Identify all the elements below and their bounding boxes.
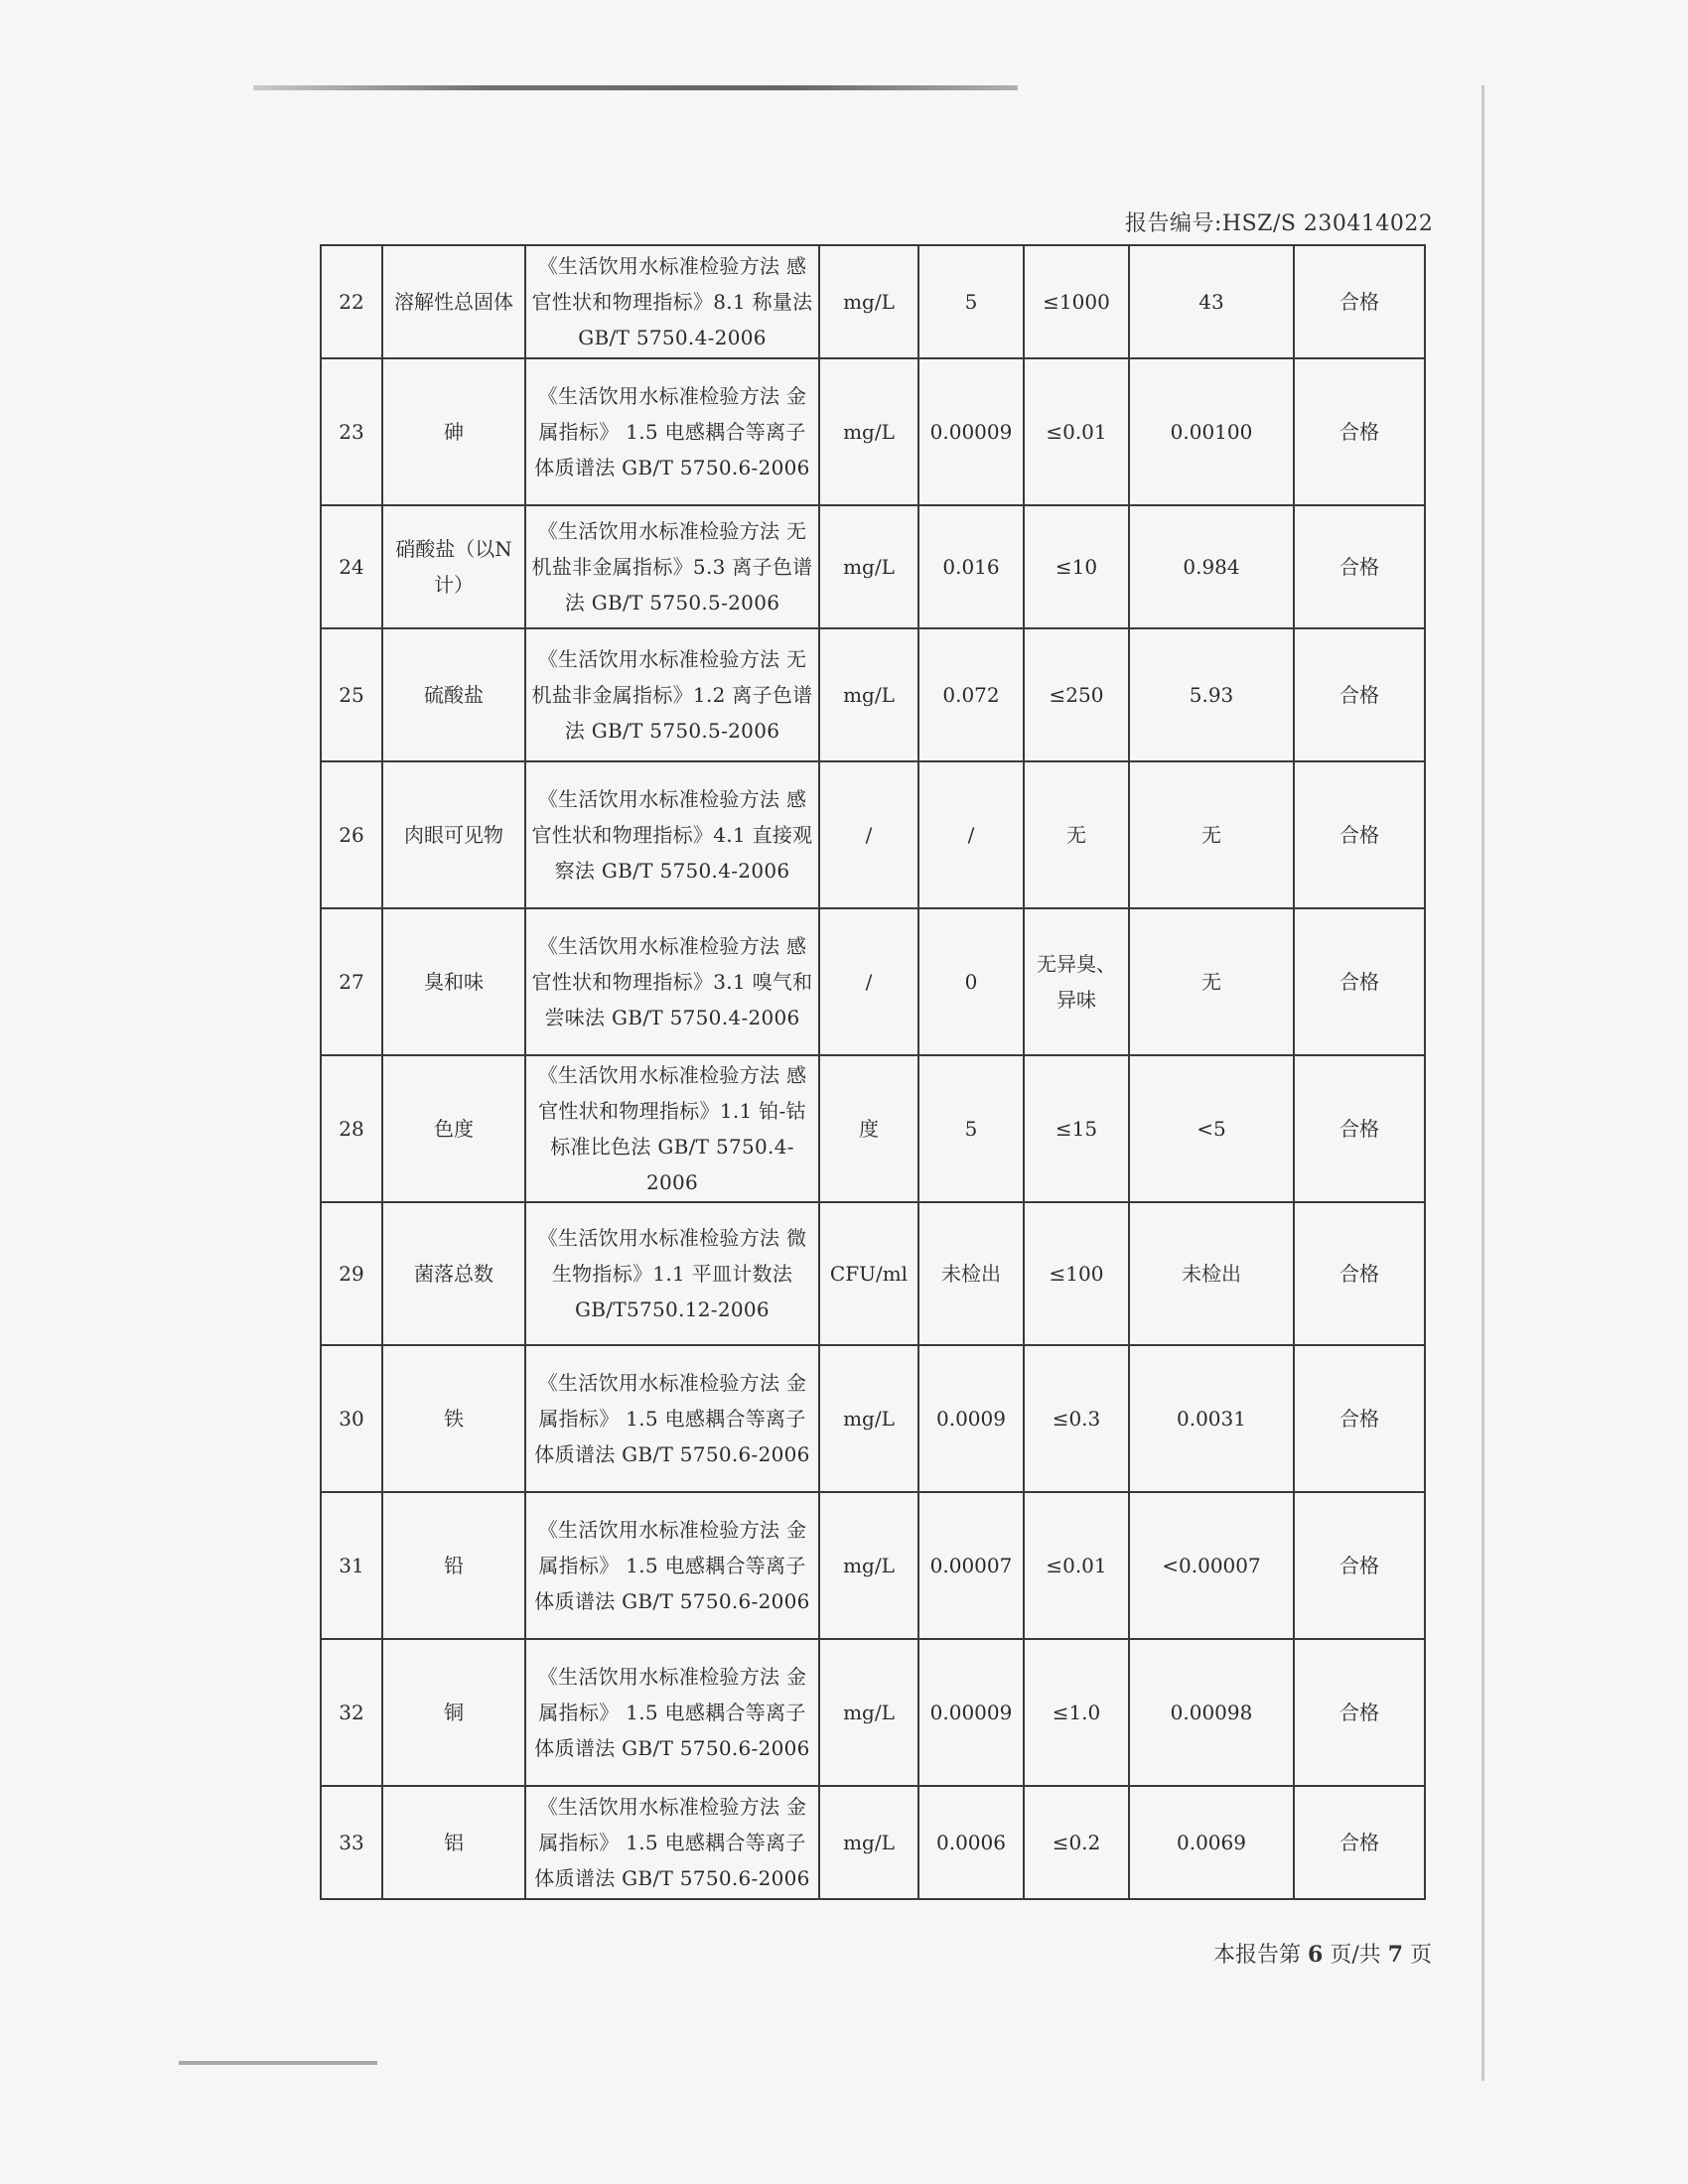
verdict: 合格 <box>1294 761 1425 908</box>
row-index: 25 <box>321 628 382 761</box>
test-item: 臭和味 <box>382 908 525 1055</box>
row-index: 22 <box>321 245 382 358</box>
unit: / <box>819 761 918 908</box>
unit: mg/L <box>819 245 918 358</box>
detection-limit: 0.00009 <box>918 358 1024 505</box>
test-item: 肉眼可见物 <box>382 761 525 908</box>
row-index: 29 <box>321 1202 382 1345</box>
unit: mg/L <box>819 358 918 505</box>
test-method: 《生活饮用水标准检验方法 感官性状和物理指标》3.1 嗅气和尝味法 GB/T 5750.4-2006 <box>525 908 819 1055</box>
test-item: 铁 <box>382 1345 525 1492</box>
detection-limit: 0.00007 <box>918 1492 1024 1639</box>
unit: mg/L <box>819 628 918 761</box>
test-result: 0.984 <box>1129 505 1294 628</box>
footer-suffix: 页 <box>1410 1943 1433 1968</box>
standard-limit: ≤100 <box>1024 1202 1129 1345</box>
row-index: 33 <box>321 1786 382 1899</box>
detection-limit: 0.072 <box>918 628 1024 761</box>
verdict: 合格 <box>1294 1055 1425 1202</box>
standard-limit: ≤0.01 <box>1024 1492 1129 1639</box>
detection-limit: 0.00009 <box>918 1639 1024 1786</box>
table-row <box>321 1492 1425 1639</box>
test-method: 《生活饮用水标准检验方法 无机盐非金属指标》1.2 离子色谱法 GB/T 5750.5-2006 <box>525 628 819 761</box>
standard-limit: ≤0.2 <box>1024 1786 1129 1899</box>
detection-limit: 0.016 <box>918 505 1024 628</box>
test-method: 《生活饮用水标准检验方法 金属指标》 1.5 电感耦合等离子体质谱法 GB/T 5750.6-2006 <box>525 1786 819 1899</box>
verdict: 合格 <box>1294 1345 1425 1492</box>
row-index: 30 <box>321 1345 382 1492</box>
standard-limit: ≤250 <box>1024 628 1129 761</box>
table-row <box>321 1202 1425 1345</box>
verdict: 合格 <box>1294 628 1425 761</box>
row-index: 32 <box>321 1639 382 1786</box>
footer-prefix: 本报告第 <box>1213 1943 1302 1968</box>
test-item: 铜 <box>382 1639 525 1786</box>
test-result: 0.00098 <box>1129 1639 1294 1786</box>
test-item: 溶解性总固体 <box>382 245 525 358</box>
test-item: 铅 <box>382 1492 525 1639</box>
row-index: 26 <box>321 761 382 908</box>
test-result: 0.00100 <box>1129 358 1294 505</box>
test-method: 《生活饮用水标准检验方法 感官性状和物理指标》4.1 直接观察法 GB/T 5750.4-2006 <box>525 761 819 908</box>
test-method: 《生活饮用水标准检验方法 金属指标》 1.5 电感耦合等离子体质谱法 GB/T 5750.6-2006 <box>525 358 819 505</box>
unit: mg/L <box>819 1345 918 1492</box>
standard-limit: ≤0.3 <box>1024 1345 1129 1492</box>
table-row <box>321 505 1425 628</box>
test-item: 铝 <box>382 1786 525 1899</box>
table-row <box>321 245 1425 358</box>
detection-limit: 0.0009 <box>918 1345 1024 1492</box>
table-row <box>321 1639 1425 1786</box>
table-row <box>321 1055 1425 1202</box>
test-item: 色度 <box>382 1055 525 1202</box>
scan-edge-bottom <box>179 2061 377 2065</box>
test-method: 《生活饮用水标准检验方法 微生物指标》1.1 平皿计数法 GB/T5750.12-2006 <box>525 1202 819 1345</box>
table-row <box>321 761 1425 908</box>
standard-limit: ≤0.01 <box>1024 358 1129 505</box>
results-table <box>320 244 1426 1900</box>
scan-edge-top <box>253 85 1018 90</box>
row-index: 31 <box>321 1492 382 1639</box>
unit: CFU/ml <box>819 1202 918 1345</box>
verdict: 合格 <box>1294 1492 1425 1639</box>
test-method: 《生活饮用水标准检验方法 感官性状和物理指标》1.1 铂-钴标准比色法 GB/T 5750.4-2006 <box>525 1055 819 1202</box>
test-result: <5 <box>1129 1055 1294 1202</box>
current-page-number: 6 <box>1308 1942 1324 1968</box>
test-result: 无 <box>1129 908 1294 1055</box>
table-row <box>321 908 1425 1055</box>
detection-limit: / <box>918 761 1024 908</box>
test-result: 未检出 <box>1129 1202 1294 1345</box>
standard-limit: ≤1000 <box>1024 245 1129 358</box>
test-method: 《生活饮用水标准检验方法 金属指标》 1.5 电感耦合等离子体质谱法 GB/T 5750.6-2006 <box>525 1345 819 1492</box>
row-index: 27 <box>321 908 382 1055</box>
unit: mg/L <box>819 1492 918 1639</box>
detection-limit: 5 <box>918 1055 1024 1202</box>
standard-limit: ≤10 <box>1024 505 1129 628</box>
row-index: 24 <box>321 505 382 628</box>
row-index: 23 <box>321 358 382 505</box>
verdict: 合格 <box>1294 245 1425 358</box>
test-item: 砷 <box>382 358 525 505</box>
verdict: 合格 <box>1294 1202 1425 1345</box>
report-number: 报告编号:HSZ/S 230414022 <box>1125 211 1434 236</box>
test-item: 硝酸盐（以N计） <box>382 505 525 628</box>
test-method: 《生活饮用水标准检验方法 金属指标》 1.5 电感耦合等离子体质谱法 GB/T 5750.6-2006 <box>525 1492 819 1639</box>
test-method: 《生活饮用水标准检验方法 感官性状和物理指标》8.1 称量法 GB/T 5750.4-2006 <box>525 245 819 358</box>
unit: mg/L <box>819 1639 918 1786</box>
test-result: 5.93 <box>1129 628 1294 761</box>
test-result: 0.0069 <box>1129 1786 1294 1899</box>
row-index: 28 <box>321 1055 382 1202</box>
total-pages-number: 7 <box>1387 1942 1404 1968</box>
test-method: 《生活饮用水标准检验方法 无机盐非金属指标》5.3 离子色谱法 GB/T 5750.5-2006 <box>525 505 819 628</box>
standard-limit: 无异臭、异味 <box>1024 908 1129 1055</box>
verdict: 合格 <box>1294 908 1425 1055</box>
standard-limit: ≤1.0 <box>1024 1639 1129 1786</box>
table-row <box>321 358 1425 505</box>
test-result: 0.0031 <box>1129 1345 1294 1492</box>
unit: / <box>819 908 918 1055</box>
detection-limit: 未检出 <box>918 1202 1024 1345</box>
scan-edge-right <box>1481 85 1484 2081</box>
standard-limit: 无 <box>1024 761 1129 908</box>
detection-limit: 0 <box>918 908 1024 1055</box>
table-row <box>321 1345 1425 1492</box>
table-row <box>321 628 1425 761</box>
test-result: 43 <box>1129 245 1294 358</box>
footer-middle: 页/共 <box>1330 1943 1381 1968</box>
unit: 度 <box>819 1055 918 1202</box>
verdict: 合格 <box>1294 1639 1425 1786</box>
verdict: 合格 <box>1294 1786 1425 1899</box>
detection-limit: 5 <box>918 245 1024 358</box>
test-item: 硫酸盐 <box>382 628 525 761</box>
test-method: 《生活饮用水标准检验方法 金属指标》 1.5 电感耦合等离子体质谱法 GB/T 5750.6-2006 <box>525 1639 819 1786</box>
table-row <box>321 1786 1425 1899</box>
detection-limit: 0.0006 <box>918 1786 1024 1899</box>
verdict: 合格 <box>1294 505 1425 628</box>
page-footer <box>1213 1938 1432 1969</box>
test-result: 无 <box>1129 761 1294 908</box>
unit: mg/L <box>819 505 918 628</box>
test-result: <0.00007 <box>1129 1492 1294 1639</box>
standard-limit: ≤15 <box>1024 1055 1129 1202</box>
test-item: 菌落总数 <box>382 1202 525 1345</box>
unit: mg/L <box>819 1786 918 1899</box>
verdict: 合格 <box>1294 358 1425 505</box>
